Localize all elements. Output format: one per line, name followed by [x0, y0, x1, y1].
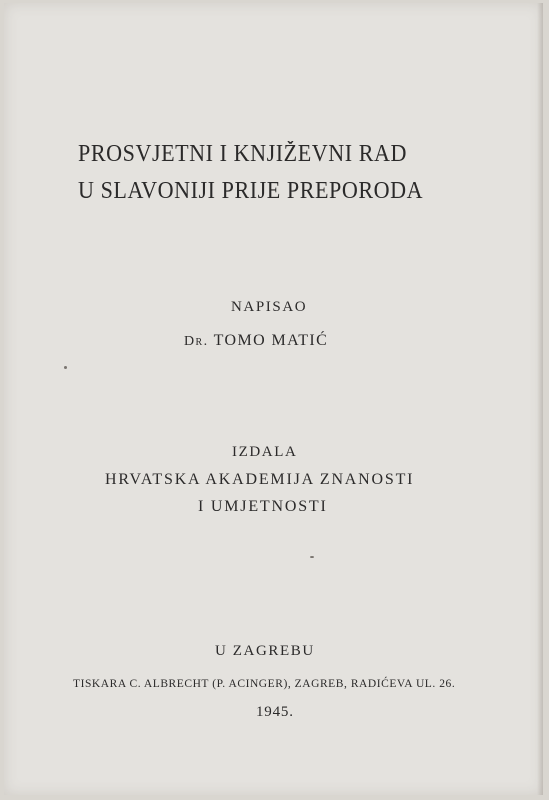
author-prefix-d: D: [184, 334, 196, 349]
book-title-line-2: U SLAVONIJI PRIJE PREPORODA: [78, 178, 424, 204]
author-label: NAPISAO: [231, 299, 308, 315]
paper-speck: [64, 366, 67, 369]
publisher-line-1: HRVATSKA AKADEMIJA ZNANOSTI: [105, 471, 415, 488]
title-page: [4, 3, 543, 795]
publisher-label: IZDALA: [232, 444, 298, 460]
author-line: [184, 332, 328, 350]
author-name: TOMO MATIĆ: [213, 332, 329, 349]
paper-speck: [310, 556, 314, 558]
publication-year: 1945.: [256, 704, 294, 720]
publication-place: U ZAGREBU: [215, 643, 315, 659]
author-prefix-dot: .: [203, 334, 209, 349]
printer-line: TISKARA C. ALBRECHT (P. ACINGER), ZAGREB, RADIĆEVA UL. 26.: [73, 678, 456, 690]
author-title-prefix: [184, 334, 209, 349]
author-prefix-r: R: [195, 337, 204, 348]
book-title-line-1: PROSVJETNI I KNJIŽEVNI RAD: [78, 141, 407, 167]
publisher-line-2: I UMJETNOSTI: [198, 498, 328, 515]
